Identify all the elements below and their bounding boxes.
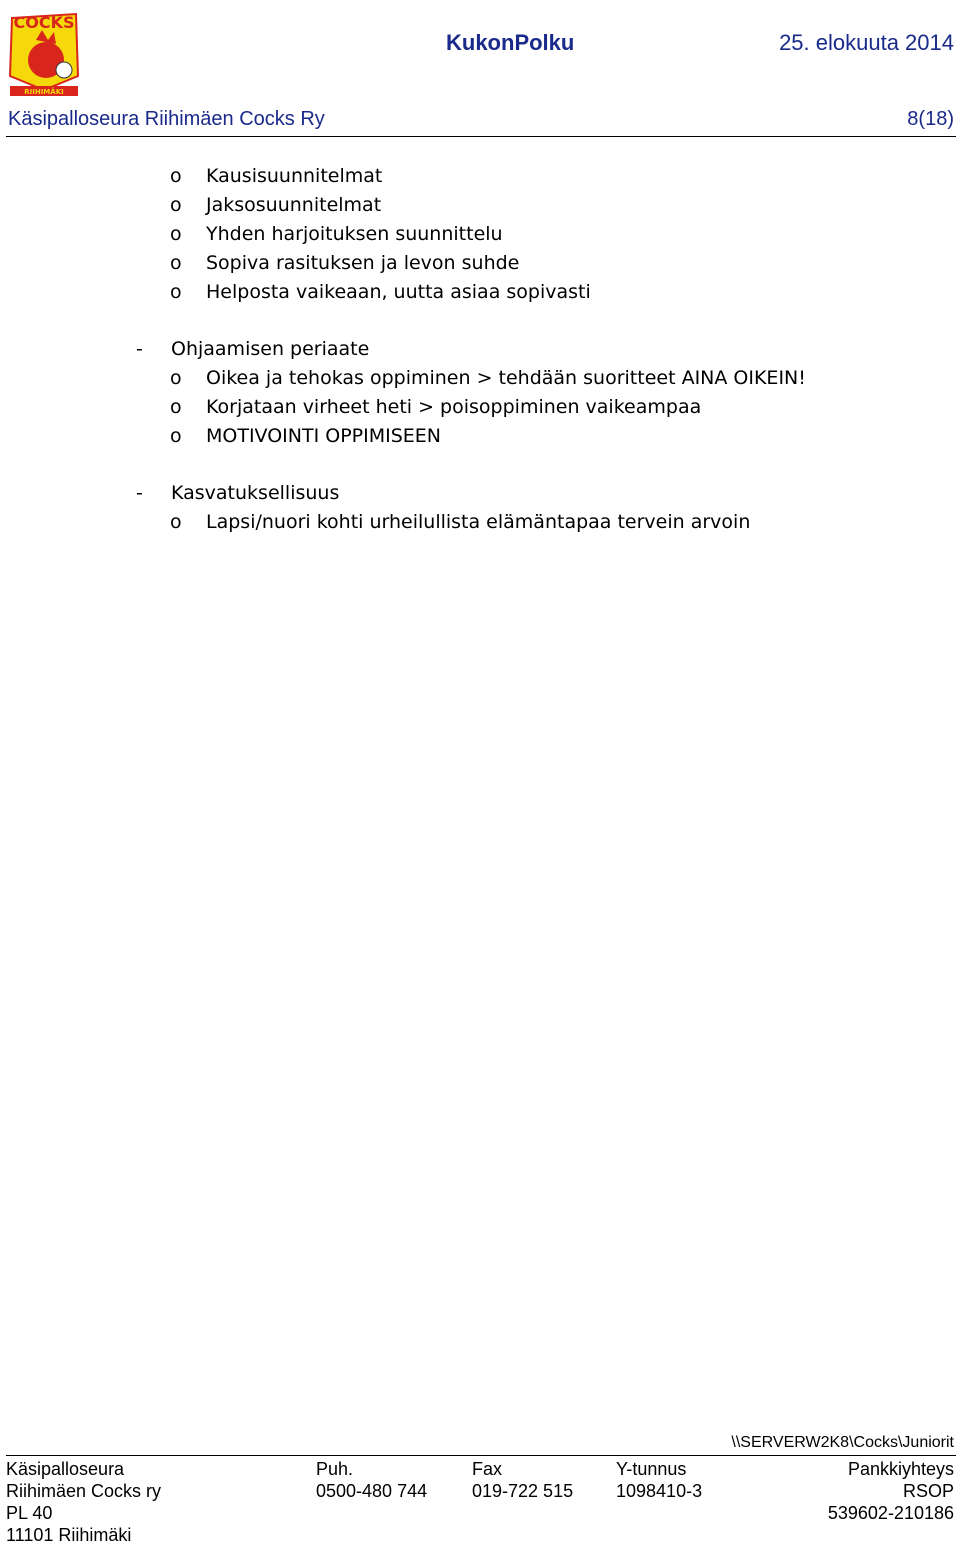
list-item (0, 220, 960, 249)
document-body (0, 162, 960, 537)
dash-bullet: - (136, 338, 143, 360)
list-item-text: Lapsi/nuori kohti urheilullista elämäntapaa tervein arvoin (206, 511, 751, 533)
list-item (0, 249, 960, 278)
footer-bank (828, 1458, 954, 1524)
list-item-text: Helposta vaikeaan, uutta asiaa sopivasti (206, 281, 591, 303)
footer-line: Riihimäen Cocks ry (6, 1481, 162, 1501)
list-item-text: MOTIVOINTI OPPIMISEEN (206, 425, 441, 447)
footer-ytunnus (616, 1458, 702, 1502)
header-divider (6, 136, 956, 137)
footer-phone (316, 1458, 427, 1502)
list-item (0, 393, 960, 422)
footer-label: Puh. (316, 1459, 354, 1479)
list-bullet: o (170, 252, 182, 274)
dash-bullet: - (136, 482, 143, 504)
file-path: \\SERVERW2K8\Cocks\Juniorit (731, 1434, 954, 1451)
section-heading (0, 479, 960, 508)
footer-value: 539602-210186 (827, 1503, 954, 1523)
list-item-text: Jaksosuunnitelmat (206, 194, 382, 216)
footer-line: 11101 Riihimäki (6, 1525, 132, 1545)
list-bullet: o (170, 511, 182, 533)
list-bullet: o (170, 281, 182, 303)
footer-value: 1098410-3 (616, 1481, 703, 1501)
brand-title: KukonPolku (446, 30, 575, 55)
list-bullet: o (170, 165, 182, 187)
list-item (0, 162, 960, 191)
cocks-logo (6, 4, 82, 98)
list-item-text: Yhden harjoituksen suunnittelu (206, 223, 503, 245)
list-bullet: o (170, 396, 182, 418)
list-item (0, 278, 960, 307)
list-bullet: o (170, 223, 182, 245)
list-item-text: Korjataan virheet heti > poisoppiminen vaikeampaa (206, 396, 702, 418)
list-item-text: Kausisuunnitelmat (206, 165, 383, 187)
list-item-text: Oikea ja tehokas oppiminen > tehdään suoritteet AINA OIKEIN! (206, 367, 806, 389)
footer-label: Y-tunnus (616, 1459, 687, 1479)
page-number: 8(18) (907, 108, 954, 130)
list-bullet: o (170, 425, 182, 447)
section-title: Kasvatuksellisuus (171, 482, 340, 504)
logo-subtext: RIIHIMÄKI (24, 88, 64, 96)
list-item-text: Sopiva rasituksen ja levon suhde (206, 252, 520, 274)
logo-text: COCKS (13, 13, 75, 32)
list-item (0, 508, 960, 537)
list-item (0, 422, 960, 451)
footer-line: Käsipalloseura (6, 1459, 125, 1479)
header-date: 25. elokuuta 2014 (779, 30, 954, 55)
list-item (0, 364, 960, 393)
footer-label: Pankkiyhteys (847, 1459, 954, 1479)
footer-line: PL 40 (6, 1503, 53, 1523)
footer-value: RSOP (902, 1481, 954, 1501)
section-title: Ohjaamisen periaate (171, 338, 370, 360)
footer-fax (472, 1458, 573, 1502)
footer-address (6, 1458, 161, 1546)
list-item (0, 191, 960, 220)
footer-divider (6, 1455, 956, 1456)
footer-value: 0500-480 744 (316, 1481, 428, 1501)
organization-name: Käsipalloseura Riihimäen Cocks Ry (8, 108, 325, 130)
footer-value: 019-722 515 (472, 1481, 574, 1501)
section-heading (0, 335, 960, 364)
list-bullet: o (170, 194, 182, 216)
list-bullet: o (170, 367, 182, 389)
footer-label: Fax (472, 1459, 503, 1479)
